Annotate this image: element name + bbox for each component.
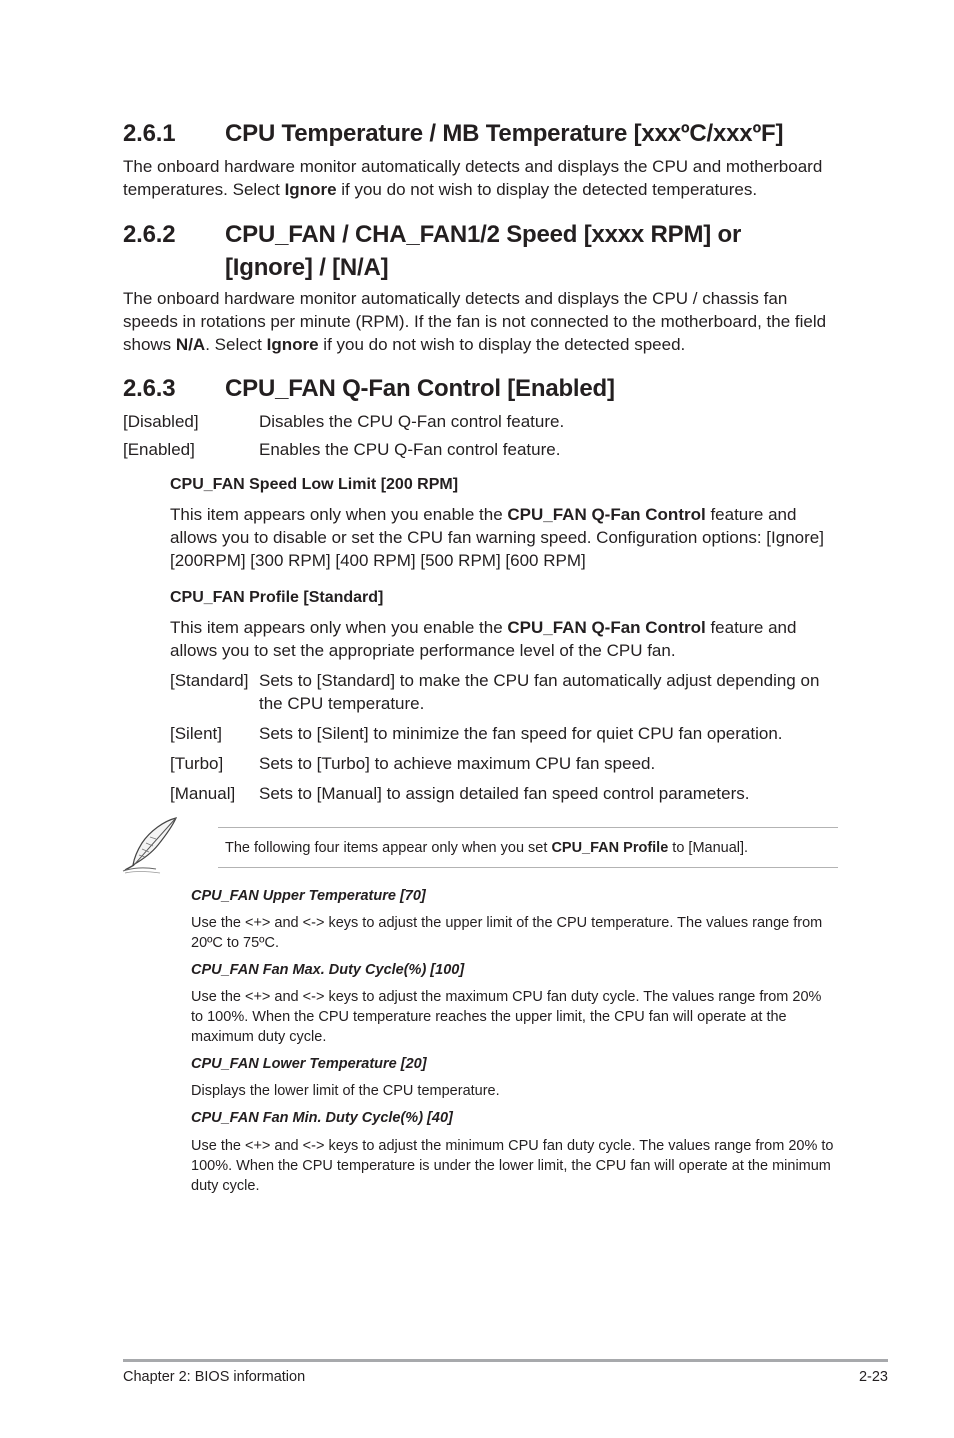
bold-run: CPU_FAN Profile bbox=[551, 840, 669, 856]
option-description: Sets to [Turbo] to achieve maximum CPU fan speed. bbox=[259, 754, 656, 773]
text-run: . Select bbox=[205, 335, 267, 354]
upper-temp-heading: CPU_FAN Upper Temperature [70] bbox=[191, 888, 426, 904]
text-run: if you do not wish to display the detected speed. bbox=[318, 335, 686, 354]
profile-option-standard bbox=[170, 669, 850, 715]
note-icon bbox=[120, 815, 182, 875]
section-title: CPU_FAN Q-Fan Control [Enabled] bbox=[225, 375, 615, 402]
section-2-6-1 bbox=[123, 117, 843, 201]
profile-option-silent bbox=[170, 722, 850, 745]
min-duty-heading: CPU_FAN Fan Min. Duty Cycle(%) [40] bbox=[191, 1110, 453, 1126]
note-top-rule bbox=[218, 827, 838, 828]
option-description: Sets to [Standard] to make the CPU fan automatically adjust depending on the CPU temperature. bbox=[259, 671, 820, 713]
text-run: This item appears only when you enable the bbox=[170, 618, 508, 637]
section-number: 2.6.3 bbox=[123, 375, 176, 402]
section-body bbox=[123, 155, 841, 201]
min-duty-body: Use the <+> and <-> keys to adjust the minimum CPU fan duty cycle. The values range from 20% to 100%. When the CPU temperature is under the lower limit, the CPU fan will operate at the minimum duty cycle. bbox=[191, 1138, 834, 1194]
section-2-6-2 bbox=[123, 218, 843, 356]
section-title: CPU Temperature / MB Temperature [xxxºC/xxxºF] bbox=[225, 120, 784, 147]
text-run: The onboard hardware monitor automatically detects and displays the CPU and motherboard temperatures. Select bbox=[123, 157, 823, 199]
option-key: [Manual] bbox=[170, 784, 236, 803]
profile-option-turbo bbox=[170, 752, 850, 775]
option-description: Disables the CPU Q-Fan control feature. bbox=[259, 412, 565, 431]
option-enabled bbox=[123, 438, 843, 461]
section-2-6-3 bbox=[123, 372, 843, 405]
bold-run: Ignore bbox=[284, 180, 337, 199]
section-heading bbox=[123, 218, 843, 284]
option-description: Sets to [Manual] to assign detailed fan speed control parameters. bbox=[259, 784, 750, 803]
section-number: 2.6.2 bbox=[123, 221, 176, 248]
max-duty-heading: CPU_FAN Fan Max. Duty Cycle(%) [100] bbox=[191, 962, 465, 978]
text-run: to [Manual]. bbox=[668, 840, 749, 856]
text-run: feature and allows you to disable or set the CPU fan warning speed. Configuration options: [Ignore] [200RPM] [300 RPM] [400 RPM] [500 RPM] [600 RPM] bbox=[170, 505, 824, 570]
text-run: The onboard hardware monitor automatically detects and displays the CPU / chassis fan speeds in rotations per minute (RPM). If the fan is not connected to the motherboard, the field shows bbox=[123, 289, 827, 354]
text-run: if you do not wish to display the detected temperatures. bbox=[336, 180, 758, 199]
section-title-line-2: [Ignore] / [N/A] bbox=[225, 254, 389, 281]
speed-low-limit-heading: CPU_FAN Speed Low Limit [200 RPM] bbox=[170, 476, 459, 493]
option-description: Sets to [Silent] to minimize the fan speed for quiet CPU fan operation. bbox=[259, 724, 783, 743]
bold-run: Ignore bbox=[266, 335, 319, 354]
bold-run: N/A bbox=[175, 335, 206, 354]
max-duty-body: Use the <+> and <-> keys to adjust the maximum CPU fan duty cycle. The values range from 20% to 100%. When the CPU temperature reaches the upper limit, the CPU fan will operate at the maximum duty cycle. bbox=[191, 989, 822, 1045]
lower-temp-body: Displays the lower limit of the CPU temperature. bbox=[191, 1083, 500, 1099]
upper-temp-body: Use the <+> and <-> keys to adjust the upper limit of the CPU temperature. The values range from 20ºC to 75ºC. bbox=[191, 915, 823, 951]
option-key: [Disabled] bbox=[123, 412, 199, 431]
option-key: [Turbo] bbox=[170, 754, 224, 773]
text-run: This item appears only when you enable the bbox=[170, 505, 508, 524]
option-key: [Standard] bbox=[170, 671, 249, 690]
profile-body bbox=[170, 616, 830, 662]
profile-option-manual bbox=[170, 782, 850, 805]
footer-chapter: Chapter 2: BIOS information bbox=[123, 1369, 306, 1385]
speed-low-limit-body bbox=[170, 503, 842, 572]
section-heading bbox=[123, 372, 843, 405]
section-body bbox=[123, 287, 843, 356]
section-number: 2.6.1 bbox=[123, 120, 176, 147]
section-title-line-1: CPU_FAN / CHA_FAN1/2 Speed [xxxx RPM] or bbox=[225, 221, 742, 248]
note-bottom-rule bbox=[218, 867, 838, 868]
footer-rule bbox=[123, 1359, 888, 1362]
feather-pen-icon bbox=[120, 815, 182, 875]
option-description: Enables the CPU Q-Fan control feature. bbox=[259, 440, 561, 459]
option-key: [Silent] bbox=[170, 724, 222, 743]
bold-run: CPU_FAN Q-Fan Control bbox=[507, 505, 706, 524]
note-text bbox=[225, 838, 748, 858]
lower-temp-heading: CPU_FAN Lower Temperature [20] bbox=[191, 1056, 427, 1072]
option-key: [Enabled] bbox=[123, 440, 195, 459]
text-run: The following four items appear only when you set bbox=[225, 840, 552, 856]
profile-heading: CPU_FAN Profile [Standard] bbox=[170, 589, 384, 606]
option-disabled bbox=[123, 410, 843, 433]
section-heading bbox=[123, 117, 843, 150]
bold-run: CPU_FAN Q-Fan Control bbox=[507, 618, 706, 637]
text-run: feature and allows you to set the appropriate performance level of the CPU fan. bbox=[170, 618, 797, 660]
footer-page-number: 2-23 bbox=[858, 1369, 888, 1385]
